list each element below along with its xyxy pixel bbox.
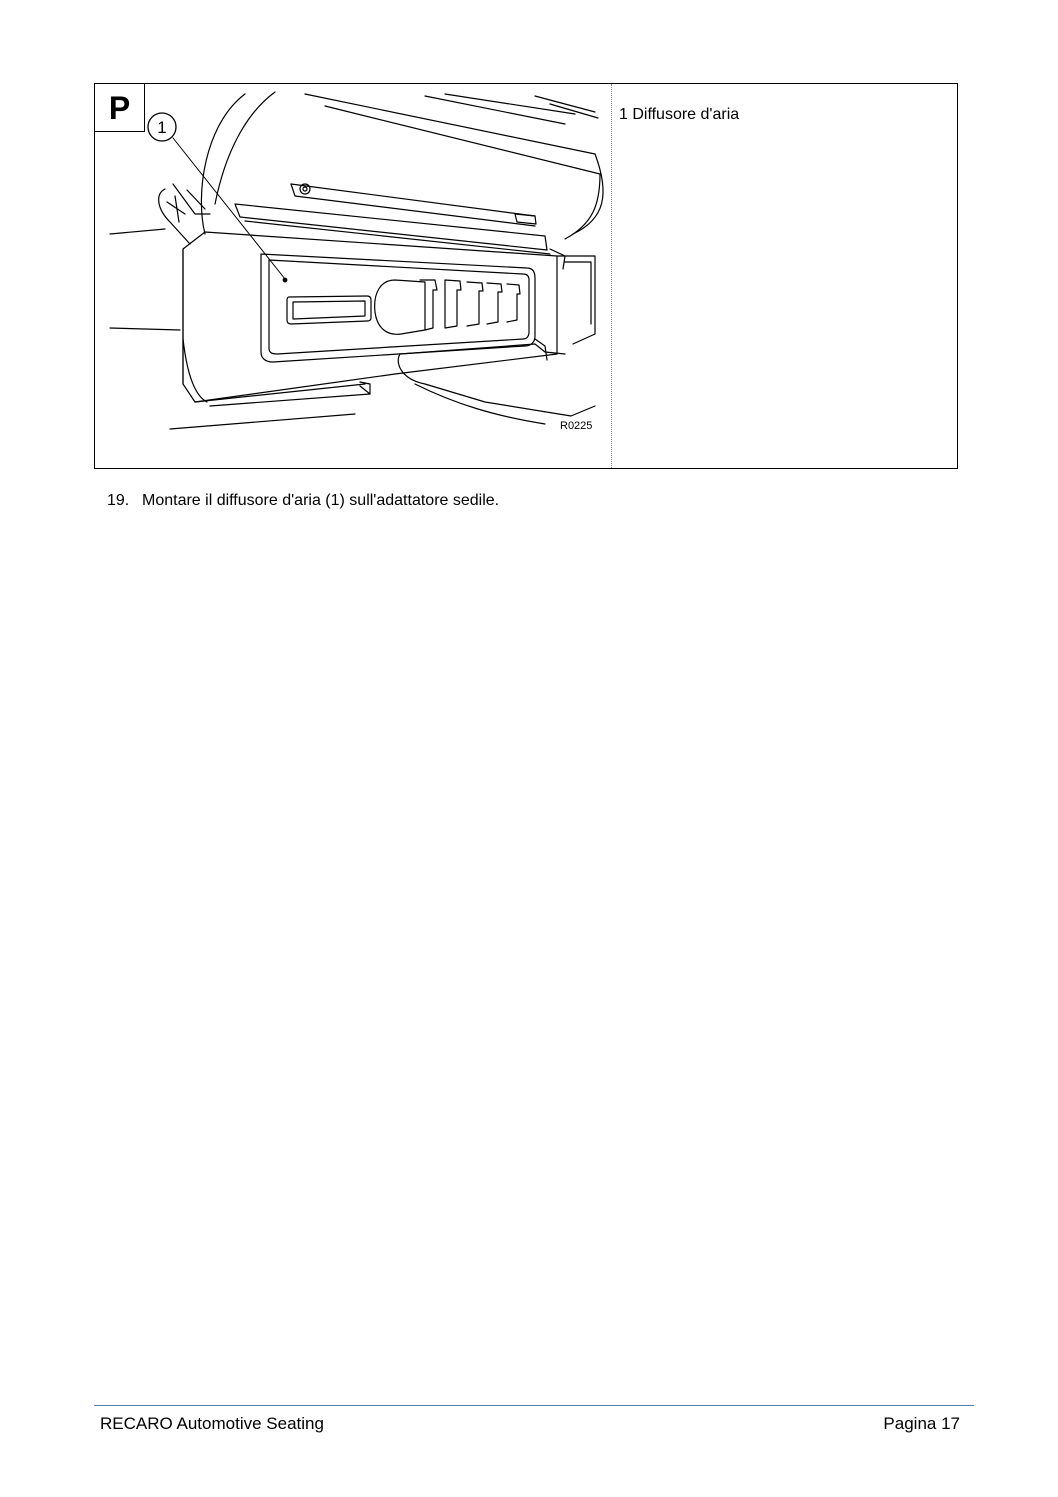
section-letter: P (95, 84, 145, 132)
air-diffuser-drawing (95, 84, 611, 468)
instruction-step (107, 492, 499, 510)
callout-number: 1 (157, 118, 167, 137)
footer-rule (94, 1405, 974, 1406)
reference-code: R0225 (560, 420, 593, 432)
footer-company: RECARO Automotive Seating (100, 1414, 324, 1433)
figure-legend: 1 Diffusore d'aria (619, 106, 740, 123)
figure-cell (95, 84, 611, 468)
step-text: Montare il diffusore d'aria (1) sull'adattatore sedile. (142, 492, 500, 509)
cell-divider (611, 84, 612, 468)
footer-page-number: Pagina 17 (883, 1414, 960, 1433)
step-number: 19. (107, 492, 130, 509)
figure-table (94, 83, 958, 469)
